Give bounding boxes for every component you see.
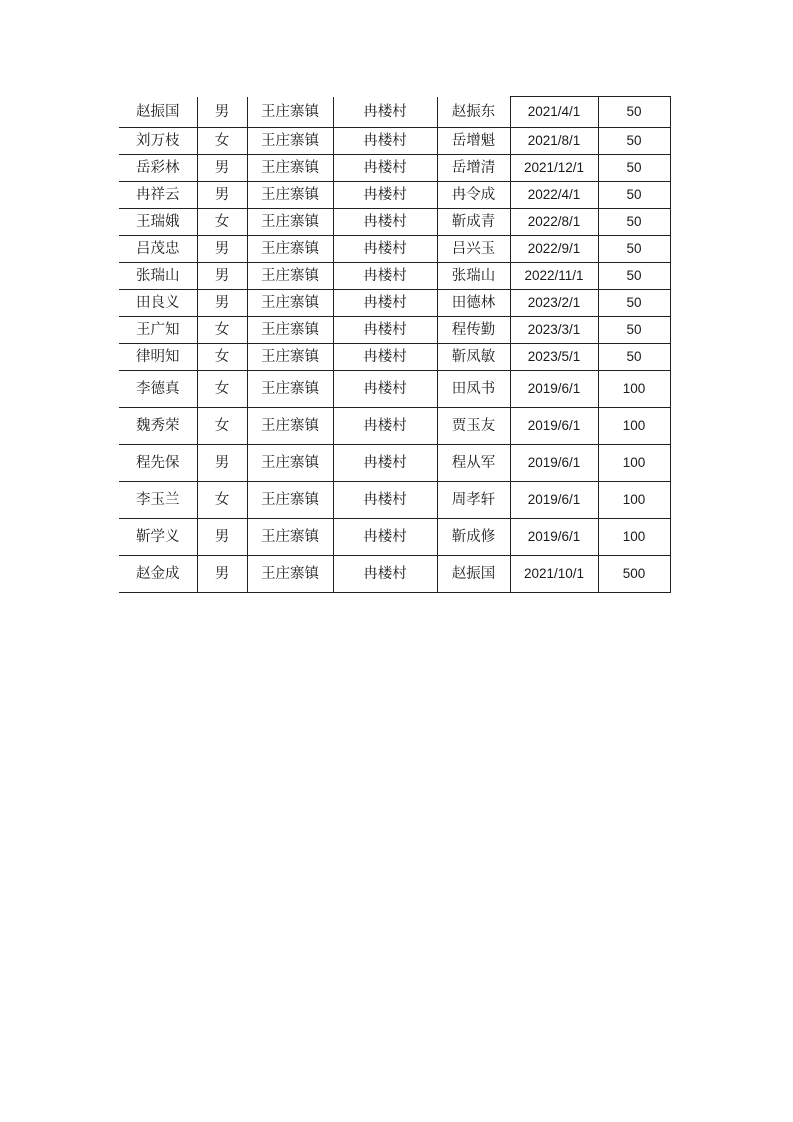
cell-gender: 男 xyxy=(197,182,247,209)
cell-payee: 冉令成 xyxy=(437,182,510,209)
cell-date: 2023/5/1 xyxy=(510,344,598,371)
cell-name: 吕茂忠 xyxy=(119,236,197,263)
cell-village: 冉楼村 xyxy=(333,408,437,445)
cell-amount: 50 xyxy=(598,97,670,128)
cell-name: 李德真 xyxy=(119,371,197,408)
cell-payee: 赵振国 xyxy=(437,556,510,593)
cell-town: 王庄寨镇 xyxy=(247,519,333,556)
cell-gender: 女 xyxy=(197,482,247,519)
table-row xyxy=(119,263,670,290)
cell-amount: 100 xyxy=(598,371,670,408)
cell-payee: 靳成青 xyxy=(437,209,510,236)
cell-date: 2022/4/1 xyxy=(510,182,598,209)
cell-village: 冉楼村 xyxy=(333,317,437,344)
cell-date: 2019/6/1 xyxy=(510,408,598,445)
cell-gender: 女 xyxy=(197,128,247,155)
cell-payee: 靳凤敏 xyxy=(437,344,510,371)
cell-town: 王庄寨镇 xyxy=(247,128,333,155)
cell-gender: 女 xyxy=(197,344,247,371)
cell-payee: 田凤书 xyxy=(437,371,510,408)
cell-town: 王庄寨镇 xyxy=(247,97,333,128)
cell-gender: 女 xyxy=(197,317,247,344)
cell-payee: 程传勤 xyxy=(437,317,510,344)
cell-name: 王瑞娥 xyxy=(119,209,197,236)
cell-amount: 50 xyxy=(598,155,670,182)
cell-payee: 靳成修 xyxy=(437,519,510,556)
cell-name: 律明知 xyxy=(119,344,197,371)
cell-date: 2023/3/1 xyxy=(510,317,598,344)
table-row xyxy=(119,97,670,128)
cell-village: 冉楼村 xyxy=(333,155,437,182)
cell-payee: 赵振东 xyxy=(437,97,510,128)
cell-village: 冉楼村 xyxy=(333,556,437,593)
cell-gender: 男 xyxy=(197,445,247,482)
cell-amount: 50 xyxy=(598,263,670,290)
table-body xyxy=(119,97,670,593)
cell-amount: 100 xyxy=(598,408,670,445)
cell-amount: 50 xyxy=(598,290,670,317)
cell-amount: 50 xyxy=(598,128,670,155)
cell-amount: 100 xyxy=(598,445,670,482)
cell-town: 王庄寨镇 xyxy=(247,182,333,209)
subsidy-table xyxy=(119,96,671,593)
cell-date: 2022/11/1 xyxy=(510,263,598,290)
table-row xyxy=(119,236,670,263)
cell-town: 王庄寨镇 xyxy=(247,155,333,182)
cell-name: 冉祥云 xyxy=(119,182,197,209)
cell-payee: 程从军 xyxy=(437,445,510,482)
cell-town: 王庄寨镇 xyxy=(247,445,333,482)
cell-payee: 岳增魁 xyxy=(437,128,510,155)
cell-gender: 男 xyxy=(197,155,247,182)
cell-town: 王庄寨镇 xyxy=(247,482,333,519)
cell-amount: 100 xyxy=(598,519,670,556)
cell-amount: 500 xyxy=(598,556,670,593)
cell-village: 冉楼村 xyxy=(333,209,437,236)
cell-payee: 田德林 xyxy=(437,290,510,317)
cell-date: 2019/6/1 xyxy=(510,445,598,482)
cell-name: 魏秀荣 xyxy=(119,408,197,445)
cell-village: 冉楼村 xyxy=(333,344,437,371)
cell-date: 2019/6/1 xyxy=(510,519,598,556)
cell-date: 2022/9/1 xyxy=(510,236,598,263)
table-row xyxy=(119,128,670,155)
cell-amount: 50 xyxy=(598,344,670,371)
cell-payee: 周孝轩 xyxy=(437,482,510,519)
cell-date: 2019/6/1 xyxy=(510,482,598,519)
table-row xyxy=(119,155,670,182)
table-row xyxy=(119,408,670,445)
cell-town: 王庄寨镇 xyxy=(247,317,333,344)
cell-date: 2023/2/1 xyxy=(510,290,598,317)
cell-name: 张瑞山 xyxy=(119,263,197,290)
cell-village: 冉楼村 xyxy=(333,182,437,209)
cell-gender: 女 xyxy=(197,209,247,236)
cell-payee: 贾玉友 xyxy=(437,408,510,445)
cell-town: 王庄寨镇 xyxy=(247,344,333,371)
cell-payee: 岳增清 xyxy=(437,155,510,182)
table-row xyxy=(119,556,670,593)
cell-amount: 50 xyxy=(598,182,670,209)
cell-amount: 50 xyxy=(598,209,670,236)
cell-town: 王庄寨镇 xyxy=(247,371,333,408)
cell-name: 程先保 xyxy=(119,445,197,482)
cell-gender: 男 xyxy=(197,263,247,290)
cell-gender: 男 xyxy=(197,236,247,263)
cell-village: 冉楼村 xyxy=(333,128,437,155)
cell-village: 冉楼村 xyxy=(333,445,437,482)
cell-date: 2021/4/1 xyxy=(510,97,598,128)
cell-town: 王庄寨镇 xyxy=(247,236,333,263)
cell-gender: 男 xyxy=(197,290,247,317)
cell-town: 王庄寨镇 xyxy=(247,263,333,290)
cell-name: 田良义 xyxy=(119,290,197,317)
table-row xyxy=(119,519,670,556)
cell-amount: 100 xyxy=(598,482,670,519)
cell-date: 2022/8/1 xyxy=(510,209,598,236)
cell-gender: 女 xyxy=(197,408,247,445)
cell-gender: 男 xyxy=(197,519,247,556)
cell-town: 王庄寨镇 xyxy=(247,290,333,317)
cell-name: 岳彩林 xyxy=(119,155,197,182)
cell-village: 冉楼村 xyxy=(333,371,437,408)
cell-date: 2021/10/1 xyxy=(510,556,598,593)
table-row xyxy=(119,445,670,482)
table-row xyxy=(119,317,670,344)
table-row xyxy=(119,290,670,317)
cell-payee: 张瑞山 xyxy=(437,263,510,290)
cell-village: 冉楼村 xyxy=(333,290,437,317)
cell-name: 赵金成 xyxy=(119,556,197,593)
cell-date: 2021/12/1 xyxy=(510,155,598,182)
cell-gender: 男 xyxy=(197,556,247,593)
cell-gender: 男 xyxy=(197,97,247,128)
cell-name: 靳学义 xyxy=(119,519,197,556)
cell-village: 冉楼村 xyxy=(333,482,437,519)
cell-amount: 50 xyxy=(598,236,670,263)
cell-town: 王庄寨镇 xyxy=(247,556,333,593)
cell-amount: 50 xyxy=(598,317,670,344)
cell-village: 冉楼村 xyxy=(333,236,437,263)
cell-gender: 女 xyxy=(197,371,247,408)
table-row xyxy=(119,182,670,209)
table-row xyxy=(119,209,670,236)
cell-town: 王庄寨镇 xyxy=(247,209,333,236)
cell-date: 2019/6/1 xyxy=(510,371,598,408)
cell-name: 赵振国 xyxy=(119,97,197,128)
cell-payee: 吕兴玉 xyxy=(437,236,510,263)
table-row xyxy=(119,482,670,519)
cell-date: 2021/8/1 xyxy=(510,128,598,155)
cell-village: 冉楼村 xyxy=(333,519,437,556)
cell-village: 冉楼村 xyxy=(333,97,437,128)
table-row xyxy=(119,344,670,371)
table-row xyxy=(119,371,670,408)
cell-town: 王庄寨镇 xyxy=(247,408,333,445)
cell-village: 冉楼村 xyxy=(333,263,437,290)
cell-name: 刘万枝 xyxy=(119,128,197,155)
cell-name: 李玉兰 xyxy=(119,482,197,519)
cell-name: 王广知 xyxy=(119,317,197,344)
